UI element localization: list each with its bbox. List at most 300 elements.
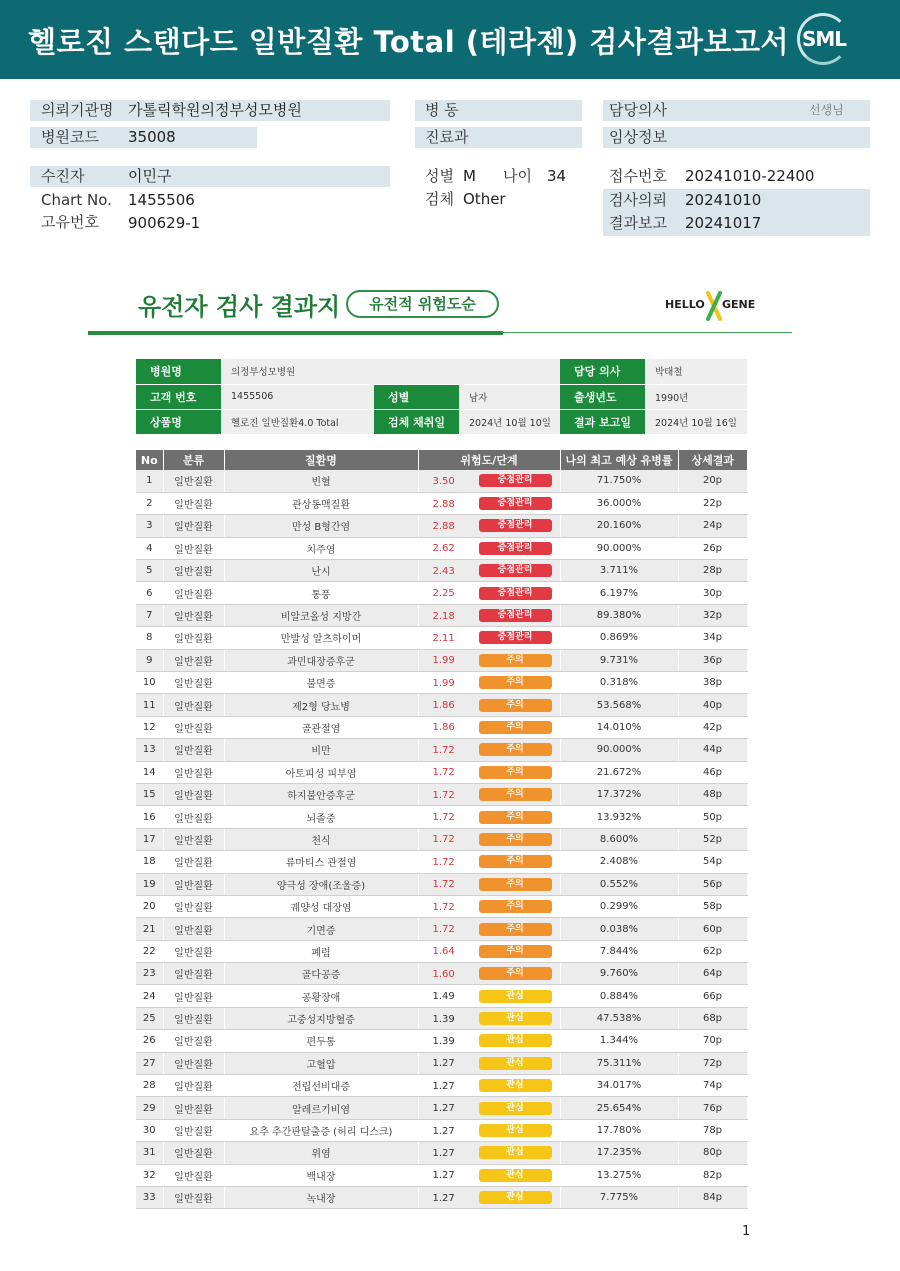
row-number: 7 bbox=[136, 604, 163, 626]
disease-name: 제2형 당뇨병 bbox=[224, 694, 418, 716]
risk-score: 1.72 bbox=[432, 789, 455, 801]
risk-score: 2.25 bbox=[432, 588, 455, 600]
stage-badge: 관심 bbox=[479, 1191, 552, 1204]
risk-cell bbox=[418, 783, 560, 805]
prevalence-cell: 34.017% bbox=[560, 1075, 678, 1097]
risk-score: 1.72 bbox=[432, 856, 455, 868]
detail-page-cell: 84p bbox=[678, 1187, 747, 1209]
doctor-key: 담당 의사 bbox=[560, 359, 645, 384]
detail-page-cell: 24p bbox=[678, 515, 747, 537]
risk-cell bbox=[418, 895, 560, 917]
dna-x-icon bbox=[704, 291, 724, 321]
detail-page-cell: 52p bbox=[678, 828, 747, 850]
category-cell: 일반질환 bbox=[163, 1097, 224, 1119]
sex-value: M bbox=[463, 167, 476, 185]
table-row bbox=[136, 918, 747, 940]
category-cell: 일반질환 bbox=[163, 985, 224, 1007]
prevalence-cell: 9.731% bbox=[560, 649, 678, 671]
disease-name: 난시 bbox=[224, 560, 418, 582]
risk-score: 1.72 bbox=[432, 924, 455, 935]
category-cell: 일반질환 bbox=[163, 716, 224, 738]
ward-label: 병 동 bbox=[425, 101, 459, 119]
birth-val: 1990년 bbox=[645, 384, 747, 409]
category-cell: 일반질환 bbox=[163, 470, 224, 492]
risk-score: 1.86 bbox=[432, 722, 455, 734]
category-cell: 일반질환 bbox=[163, 761, 224, 783]
stage-badge: 중점관리 bbox=[479, 497, 552, 510]
category-cell: 일반질환 bbox=[163, 895, 224, 917]
risk-cell bbox=[418, 1164, 560, 1186]
table-row bbox=[136, 515, 747, 537]
prevalence-cell: 7.775% bbox=[560, 1187, 678, 1209]
prevalence-cell: 90.000% bbox=[560, 739, 678, 761]
disease-name: 고중성지방혈증 bbox=[224, 1007, 418, 1029]
stage-badge: 관심 bbox=[479, 1169, 552, 1182]
specimen-value: Other bbox=[463, 190, 506, 208]
result-val: 2024년 10월 16일 bbox=[645, 409, 747, 434]
detail-page-cell: 66p bbox=[678, 985, 747, 1007]
table-row bbox=[136, 582, 747, 604]
request-value: 20241010 bbox=[685, 191, 762, 209]
table-row bbox=[136, 806, 747, 828]
col-header: 질환명 bbox=[224, 450, 418, 470]
row-number: 6 bbox=[136, 582, 163, 604]
disease-name: 통풍 bbox=[224, 582, 418, 604]
detail-page-cell: 68p bbox=[678, 1007, 747, 1029]
institution-label: 의뢰기관명 bbox=[41, 101, 114, 119]
table-row bbox=[136, 470, 747, 492]
disease-name: 폐렴 bbox=[224, 940, 418, 962]
category-cell: 일반질환 bbox=[163, 604, 224, 626]
prevalence-cell: 0.869% bbox=[560, 627, 678, 649]
disease-name: 요추 추간판탈출증 (허리 디스크) bbox=[224, 1119, 418, 1141]
patient-label: 수진자 bbox=[41, 167, 85, 185]
disease-name: 만발성 알츠하이머 bbox=[224, 627, 418, 649]
result-key: 결과 보고일 bbox=[560, 409, 645, 434]
risk-cell bbox=[418, 492, 560, 514]
table-row bbox=[136, 537, 747, 559]
disease-name: 관상동맥질환 bbox=[224, 492, 418, 514]
risk-score: 3.50 bbox=[432, 475, 455, 487]
stage-badge: 중점관리 bbox=[479, 519, 552, 532]
gene-report-title: 유전자 검사 결과지 bbox=[138, 293, 341, 321]
risk-cell bbox=[418, 1075, 560, 1097]
risk-score: 1.60 bbox=[432, 968, 455, 980]
risk-score: 1.27 bbox=[432, 1170, 455, 1182]
category-cell: 일반질환 bbox=[163, 560, 224, 582]
risk-score: 1.64 bbox=[432, 946, 455, 958]
specimen-label: 검체 bbox=[425, 190, 454, 208]
stage-badge: 주의 bbox=[479, 878, 552, 891]
category-cell: 일반질환 bbox=[163, 828, 224, 850]
risk-score: 2.88 bbox=[432, 520, 455, 532]
risk-cell bbox=[418, 1142, 560, 1164]
risk-cell bbox=[418, 604, 560, 626]
risk-score: 1.86 bbox=[432, 700, 455, 712]
disease-name: 불면증 bbox=[224, 672, 418, 694]
disease-name: 뇌졸중 bbox=[224, 806, 418, 828]
risk-cell bbox=[418, 694, 560, 716]
disease-name: 골다공증 bbox=[224, 963, 418, 985]
row-number: 24 bbox=[136, 985, 163, 1007]
category-cell: 일반질환 bbox=[163, 918, 224, 940]
prevalence-cell: 25.654% bbox=[560, 1097, 678, 1119]
detail-page-cell: 20p bbox=[678, 470, 747, 492]
risk-cell bbox=[418, 940, 560, 962]
row-number: 9 bbox=[136, 649, 163, 671]
collect-val: 2024년 10월 10일 bbox=[459, 409, 560, 434]
category-cell: 일반질환 bbox=[163, 537, 224, 559]
category-cell: 일반질환 bbox=[163, 515, 224, 537]
table-row bbox=[136, 963, 747, 985]
stage-badge: 중점관리 bbox=[479, 474, 552, 487]
category-cell: 일반질환 bbox=[163, 672, 224, 694]
table-row bbox=[136, 716, 747, 738]
detail-page-cell: 48p bbox=[678, 783, 747, 805]
risk-score: 1.72 bbox=[432, 879, 455, 891]
risk-score: 1.39 bbox=[432, 1013, 455, 1025]
dept-label: 진료과 bbox=[425, 128, 469, 146]
page-number: 1 bbox=[742, 1224, 751, 1239]
risk-cell bbox=[418, 515, 560, 537]
disease-name: 비알코올성 지방간 bbox=[224, 604, 418, 626]
hospital-code-label: 병원코드 bbox=[41, 128, 99, 146]
stage-badge: 관심 bbox=[479, 990, 552, 1003]
risk-score: 1.72 bbox=[432, 812, 455, 824]
category-cell: 일반질환 bbox=[163, 1007, 224, 1029]
prevalence-cell: 71.750% bbox=[560, 470, 678, 492]
stage-badge: 주의 bbox=[479, 900, 552, 913]
category-cell: 일반질환 bbox=[163, 783, 224, 805]
risk-cell bbox=[418, 537, 560, 559]
unique-label: 고유번호 bbox=[41, 213, 99, 231]
customer-val: 1455506 bbox=[221, 384, 374, 409]
report-value: 20241017 bbox=[685, 214, 762, 232]
table-row bbox=[136, 1142, 747, 1164]
category-cell: 일반질환 bbox=[163, 806, 224, 828]
table-row bbox=[136, 1164, 747, 1186]
prevalence-cell: 17.372% bbox=[560, 783, 678, 805]
disease-name: 만성 B형간염 bbox=[224, 515, 418, 537]
disease-name: 궤양성 대장염 bbox=[224, 895, 418, 917]
risk-cell bbox=[418, 963, 560, 985]
stage-badge: 주의 bbox=[479, 811, 552, 824]
table-row bbox=[136, 985, 747, 1007]
risk-score: 1.27 bbox=[432, 1192, 455, 1204]
risk-score: 1.72 bbox=[432, 901, 455, 913]
prevalence-cell: 3.711% bbox=[560, 560, 678, 582]
row-number: 5 bbox=[136, 560, 163, 582]
sex-val: 남자 bbox=[459, 384, 560, 409]
row-number: 33 bbox=[136, 1187, 163, 1209]
birth-key: 출생년도 bbox=[560, 384, 645, 409]
patient-value: 이민구 bbox=[128, 167, 172, 185]
disease-name: 빈혈 bbox=[224, 470, 418, 492]
table-row bbox=[136, 604, 747, 626]
hello-gene-right: GENE bbox=[722, 298, 756, 311]
disease-name: 아토피성 피부염 bbox=[224, 761, 418, 783]
detail-page-cell: 62p bbox=[678, 940, 747, 962]
category-cell: 일반질환 bbox=[163, 1164, 224, 1186]
row-number: 22 bbox=[136, 940, 163, 962]
stage-badge: 중점관리 bbox=[479, 631, 552, 644]
stage-badge: 주의 bbox=[479, 923, 552, 936]
risk-cell bbox=[418, 1187, 560, 1209]
customer-key: 고객 번호 bbox=[136, 384, 221, 409]
category-cell: 일반질환 bbox=[163, 582, 224, 604]
prevalence-cell: 13.932% bbox=[560, 806, 678, 828]
detail-page-cell: 34p bbox=[678, 627, 747, 649]
disease-name: 위염 bbox=[224, 1142, 418, 1164]
table-row bbox=[136, 1097, 747, 1119]
risk-results-table bbox=[136, 450, 748, 1209]
risk-score: 2.11 bbox=[432, 632, 455, 644]
col-header: 나의 최고 예상 유병률 bbox=[560, 450, 678, 470]
risk-cell bbox=[418, 806, 560, 828]
prevalence-cell: 20.160% bbox=[560, 515, 678, 537]
risk-cell bbox=[418, 739, 560, 761]
category-cell: 일반질환 bbox=[163, 694, 224, 716]
prevalence-cell: 17.235% bbox=[560, 1142, 678, 1164]
category-cell: 일반질환 bbox=[163, 1030, 224, 1052]
disease-name: 류마티스 관절염 bbox=[224, 851, 418, 873]
disease-name: 공황장애 bbox=[224, 985, 418, 1007]
row-number: 16 bbox=[136, 806, 163, 828]
risk-cell bbox=[418, 1052, 560, 1074]
risk-score: 1.72 bbox=[432, 767, 455, 779]
row-number: 21 bbox=[136, 918, 163, 940]
request-label: 검사의뢰 bbox=[609, 191, 667, 209]
stage-badge: 주의 bbox=[479, 699, 552, 712]
sml-logo bbox=[797, 13, 853, 65]
row-number: 30 bbox=[136, 1119, 163, 1141]
prevalence-cell: 1.344% bbox=[560, 1030, 678, 1052]
category-cell: 일반질환 bbox=[163, 1187, 224, 1209]
risk-score: 2.62 bbox=[432, 543, 455, 555]
detail-page-cell: 58p bbox=[678, 895, 747, 917]
table-row bbox=[136, 828, 747, 850]
row-number: 18 bbox=[136, 851, 163, 873]
prevalence-cell: 47.538% bbox=[560, 1007, 678, 1029]
row-number: 15 bbox=[136, 783, 163, 805]
prevalence-cell: 0.318% bbox=[560, 672, 678, 694]
row-number: 32 bbox=[136, 1164, 163, 1186]
stage-badge: 주의 bbox=[479, 766, 552, 779]
row-number: 11 bbox=[136, 694, 163, 716]
hospital-key: 병원명 bbox=[136, 359, 221, 384]
table-row bbox=[136, 1030, 747, 1052]
institution-value: 가톨릭학원의정부성모병원 bbox=[128, 101, 302, 119]
row-number: 10 bbox=[136, 672, 163, 694]
table-row bbox=[136, 1187, 747, 1209]
row-number: 25 bbox=[136, 1007, 163, 1029]
prevalence-cell: 0.038% bbox=[560, 918, 678, 940]
detail-page-cell: 56p bbox=[678, 873, 747, 895]
age-value: 34 bbox=[547, 167, 567, 185]
detail-page-cell: 72p bbox=[678, 1052, 747, 1074]
chart-value: 1455506 bbox=[128, 191, 195, 209]
stage-badge: 주의 bbox=[479, 833, 552, 846]
receipt-label: 접수번호 bbox=[609, 167, 667, 185]
risk-score: 1.27 bbox=[432, 1080, 455, 1092]
prevalence-cell: 0.299% bbox=[560, 895, 678, 917]
stage-badge: 중점관리 bbox=[479, 542, 552, 555]
table-row bbox=[136, 694, 747, 716]
table-row bbox=[136, 739, 747, 761]
category-cell: 일반질환 bbox=[163, 851, 224, 873]
stage-badge: 중점관리 bbox=[479, 564, 552, 577]
table-row bbox=[136, 1075, 747, 1097]
detail-page-cell: 28p bbox=[678, 560, 747, 582]
table-row bbox=[136, 873, 747, 895]
stage-badge: 중점관리 bbox=[479, 587, 552, 600]
risk-cell bbox=[418, 1119, 560, 1141]
detail-page-cell: 60p bbox=[678, 918, 747, 940]
detail-page-cell: 76p bbox=[678, 1097, 747, 1119]
detail-page-cell: 78p bbox=[678, 1119, 747, 1141]
row-number: 31 bbox=[136, 1142, 163, 1164]
stage-badge: 주의 bbox=[479, 721, 552, 734]
stage-badge: 주의 bbox=[479, 743, 552, 756]
row-number: 8 bbox=[136, 627, 163, 649]
stage-badge: 주의 bbox=[479, 788, 552, 801]
detail-page-cell: 64p bbox=[678, 963, 747, 985]
row-number: 19 bbox=[136, 873, 163, 895]
col-header: 위험도/단계 bbox=[418, 450, 560, 470]
disease-name: 과민대장증후군 bbox=[224, 649, 418, 671]
product-val: 헬로진 일반질환4.0 Total bbox=[221, 409, 374, 434]
table-row bbox=[136, 1119, 747, 1141]
risk-score: 1.27 bbox=[432, 1058, 455, 1070]
stage-badge: 주의 bbox=[479, 654, 552, 667]
prevalence-cell: 13.275% bbox=[560, 1164, 678, 1186]
detail-page-cell: 46p bbox=[678, 761, 747, 783]
report-banner bbox=[0, 0, 900, 79]
stage-badge: 주의 bbox=[479, 945, 552, 958]
detail-page-cell: 50p bbox=[678, 806, 747, 828]
report-label: 결과보고 bbox=[609, 214, 667, 232]
category-cell: 일반질환 bbox=[163, 627, 224, 649]
risk-cell bbox=[418, 716, 560, 738]
disease-name: 녹내장 bbox=[224, 1187, 418, 1209]
category-cell: 일반질환 bbox=[163, 873, 224, 895]
prevalence-cell: 90.000% bbox=[560, 537, 678, 559]
disease-name: 백내장 bbox=[224, 1164, 418, 1186]
stage-badge: 중점관리 bbox=[479, 609, 552, 622]
prevalence-cell: 0.884% bbox=[560, 985, 678, 1007]
disease-name: 양극성 장애(조울증) bbox=[224, 873, 418, 895]
table-row bbox=[136, 1007, 747, 1029]
risk-score: 2.18 bbox=[432, 610, 455, 622]
prevalence-cell: 21.672% bbox=[560, 761, 678, 783]
customer-info-table bbox=[136, 359, 747, 435]
prevalence-cell: 6.197% bbox=[560, 582, 678, 604]
risk-cell bbox=[418, 1007, 560, 1029]
col-header: 상세결과 bbox=[678, 450, 747, 470]
detail-page-cell: 70p bbox=[678, 1030, 747, 1052]
collect-key: 검체 채취일 bbox=[374, 409, 459, 434]
risk-cell bbox=[418, 873, 560, 895]
age-label: 나이 bbox=[503, 167, 532, 185]
risk-cell bbox=[418, 828, 560, 850]
risk-cell bbox=[418, 1097, 560, 1119]
category-cell: 일반질환 bbox=[163, 649, 224, 671]
stage-badge: 관심 bbox=[479, 1079, 552, 1092]
risk-score: 1.27 bbox=[432, 1147, 455, 1159]
sex-label: 성별 bbox=[425, 167, 454, 185]
risk-cell bbox=[418, 918, 560, 940]
prevalence-cell: 89.380% bbox=[560, 604, 678, 626]
detail-page-cell: 44p bbox=[678, 739, 747, 761]
detail-page-cell: 54p bbox=[678, 851, 747, 873]
table-row bbox=[136, 560, 747, 582]
row-number: 2 bbox=[136, 492, 163, 514]
risk-score: 1.72 bbox=[432, 834, 455, 846]
disease-name: 기면증 bbox=[224, 918, 418, 940]
sort-pill: 유전적 위험도순 bbox=[346, 290, 499, 318]
disease-name: 치주염 bbox=[224, 537, 418, 559]
detail-page-cell: 74p bbox=[678, 1075, 747, 1097]
row-number: 12 bbox=[136, 716, 163, 738]
disease-name: 천식 bbox=[224, 828, 418, 850]
clinical-label: 임상정보 bbox=[609, 128, 667, 146]
row-number: 1 bbox=[136, 470, 163, 492]
unique-value: 900629-1 bbox=[128, 214, 201, 232]
prevalence-cell: 53.568% bbox=[560, 694, 678, 716]
risk-score: 1.27 bbox=[432, 1125, 455, 1137]
disease-name: 하지불안증후군 bbox=[224, 783, 418, 805]
stage-badge: 관심 bbox=[479, 1012, 552, 1025]
title-underline-accent bbox=[88, 331, 503, 335]
detail-page-cell: 30p bbox=[678, 582, 747, 604]
disease-name: 골관절염 bbox=[224, 716, 418, 738]
table-row bbox=[136, 895, 747, 917]
row-number: 14 bbox=[136, 761, 163, 783]
row-number: 26 bbox=[136, 1030, 163, 1052]
stage-badge: 관심 bbox=[479, 1102, 552, 1115]
logo-text: SML bbox=[802, 27, 847, 51]
hello-gene-logo bbox=[665, 291, 765, 321]
hospital-code-value: 35008 bbox=[128, 128, 176, 146]
prevalence-cell: 75.311% bbox=[560, 1052, 678, 1074]
table-row bbox=[136, 1052, 747, 1074]
prevalence-cell: 0.552% bbox=[560, 873, 678, 895]
risk-cell bbox=[418, 1030, 560, 1052]
prevalence-cell: 17.780% bbox=[560, 1119, 678, 1141]
table-row bbox=[136, 492, 747, 514]
category-cell: 일반질환 bbox=[163, 963, 224, 985]
prevalence-cell: 8.600% bbox=[560, 828, 678, 850]
prevalence-cell: 9.760% bbox=[560, 963, 678, 985]
row-number: 28 bbox=[136, 1075, 163, 1097]
row-number: 29 bbox=[136, 1097, 163, 1119]
risk-score: 1.99 bbox=[432, 655, 455, 667]
disease-name: 비만 bbox=[224, 739, 418, 761]
table-row bbox=[136, 672, 747, 694]
row-number: 3 bbox=[136, 515, 163, 537]
stage-badge: 주의 bbox=[479, 676, 552, 689]
table-row bbox=[136, 783, 747, 805]
report-title: 헬로진 스탠다드 일반질환 Total (테라젠) 검사결과보고서 bbox=[28, 25, 790, 59]
risk-cell bbox=[418, 560, 560, 582]
table-header-row bbox=[136, 450, 747, 470]
category-cell: 일반질환 bbox=[163, 1142, 224, 1164]
row-number: 17 bbox=[136, 828, 163, 850]
category-cell: 일반질환 bbox=[163, 739, 224, 761]
detail-page-cell: 32p bbox=[678, 604, 747, 626]
disease-name: 편두통 bbox=[224, 1030, 418, 1052]
row-number: 27 bbox=[136, 1052, 163, 1074]
